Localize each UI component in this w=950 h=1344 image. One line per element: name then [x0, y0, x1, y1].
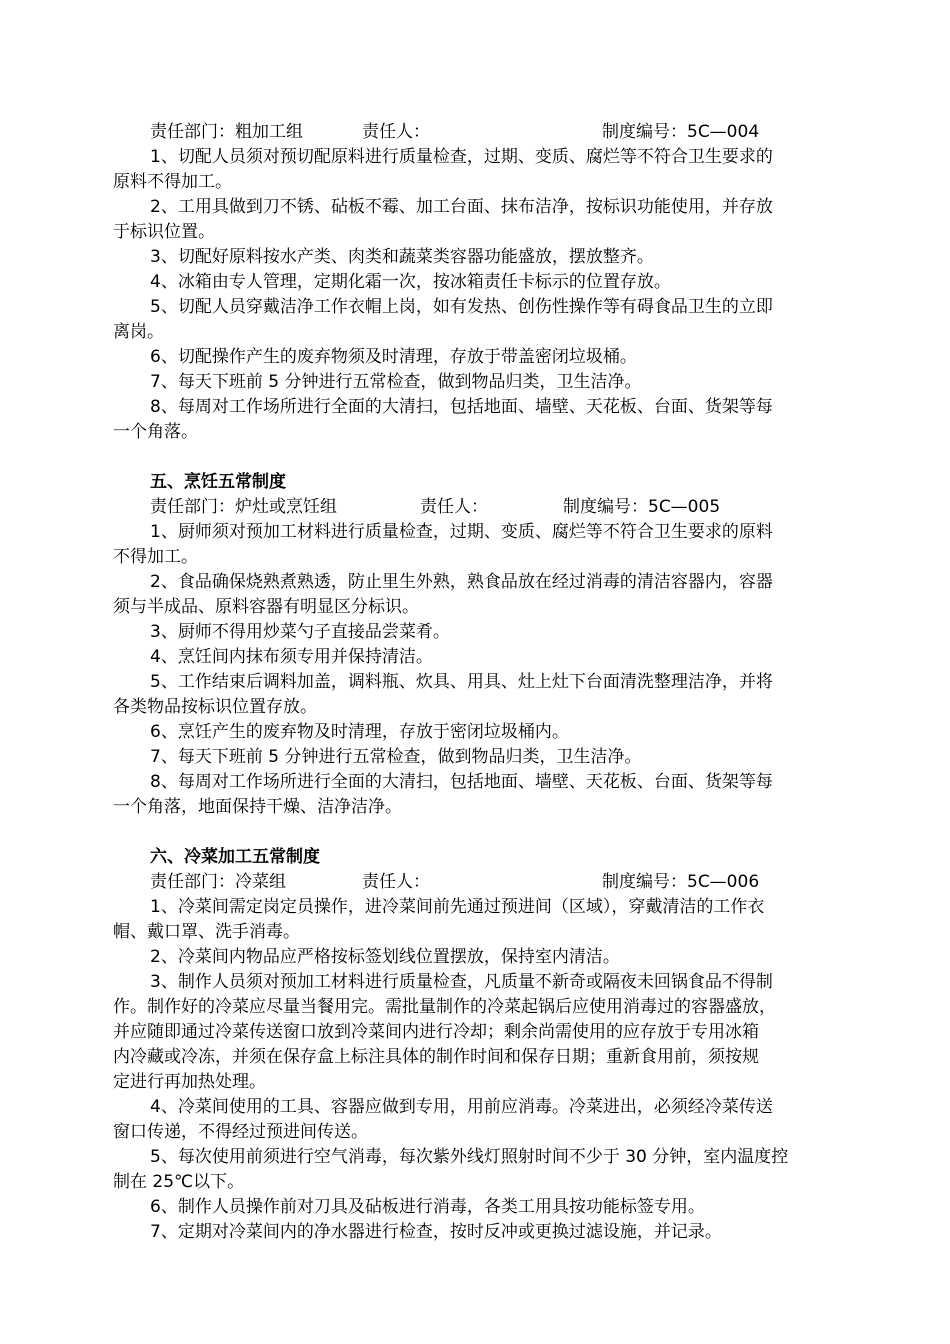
- section5-person: 责任人：: [420, 497, 488, 517]
- section6-dept: 责任部门：冷菜组: [150, 872, 286, 892]
- section5-item7: 7、每天下班前 5 分钟进行五常检查，做到物品归类，卫生洁净。: [150, 747, 642, 767]
- section4-item1-line1: 1、切配人员须对预切配原料进行质量检查，过期、变质、腐烂等不符合卫生要求的: [150, 147, 773, 167]
- section5-dept: 责任部门：炉灶或烹饪组: [150, 497, 337, 517]
- section5-item2-line2: 须与半成品、原料容器有明显区分标识。: [113, 597, 419, 617]
- section4-item3: 3、切配好原料按水产类、肉类和蔬菜类容器功能盛放，摆放整齐。: [150, 247, 654, 267]
- section6-title: 六、冷菜加工五常制度: [150, 847, 320, 867]
- section4-item6: 6、切配操作产生的废弃物须及时清理，存放于带盖密闭垃圾桶。: [150, 347, 637, 367]
- section6-item3-line1: 3、制作人员须对预加工材料进行质量检查，凡质量不新奇或隔夜未回锅食品不得制: [150, 972, 773, 992]
- section5-item4: 4、烹饪间内抹布须专用并保持清洁。: [150, 647, 433, 667]
- section5-item8-line2: 一个角落，地面保持干燥、洁净洁净。: [113, 797, 402, 817]
- section5-item8-line1: 8、每周对工作场所进行全面的大清扫，包括地面、墙壁、天花板、台面、货架等每: [150, 772, 773, 792]
- section6-item3-line5: 定进行再加热处理。: [113, 1072, 266, 1092]
- section5-title: 五、烹饪五常制度: [150, 472, 286, 492]
- section5-item3: 3、厨师不得用炒菜勺子直接品尝菜肴。: [150, 622, 450, 642]
- section4-code: 制度编号：5C—004: [602, 122, 760, 142]
- section5-item5-line2: 各类物品按标识位置存放。: [113, 697, 317, 717]
- section5-item1-line2: 不得加工。: [113, 547, 198, 567]
- section4-item7: 7、每天下班前 5 分钟进行五常检查，做到物品归类，卫生洁净。: [150, 372, 642, 392]
- section5-item5-line1: 5、工作结束后调料加盖，调料瓶、炊具、用具、灶上灶下台面清洗整理洁净，并将: [150, 672, 773, 692]
- section6-item2: 2、冷菜间内物品应严格按标签划线位置摆放，保持室内清洁。: [150, 947, 620, 967]
- section6-person: 责任人：: [362, 872, 430, 892]
- section6-item3-line2: 作。制作好的冷菜应尽量当餐用完。需批量制作的冷菜起锅后应使用消毒过的容器盛放，: [113, 997, 776, 1017]
- section4-person: 责任人：: [362, 122, 430, 142]
- section4-item8-line2: 一个角落。: [113, 422, 198, 442]
- section5-item1-line1: 1、厨师须对预加工材料进行质量检查，过期、变质、腐烂等不符合卫生要求的原料: [150, 522, 773, 542]
- section5-item6: 6、烹饪产生的废弃物及时清理，存放于密闭垃圾桶内。: [150, 722, 569, 742]
- section4-dept: 责任部门：粗加工组: [150, 122, 303, 142]
- section6-item4-line2: 窗口传递，不得经过预进间传送。: [113, 1122, 368, 1142]
- section6-item1-line2: 帽、戴口罩、洗手消毒。: [113, 922, 300, 942]
- section5-item2-line1: 2、食品确保烧熟煮熟透，防止里生外熟，熟食品放在经过消毒的清洁容器内，容器: [150, 572, 773, 592]
- section4-item2-line1: 2、工用具做到刀不锈、砧板不霉、加工台面、抹布洁净，按标识功能使用，并存放: [150, 197, 773, 217]
- section6-item7: 7、定期对冷菜间内的净水器进行检查，按时反冲或更换过滤设施，并记录。: [150, 1222, 722, 1242]
- section6-code: 制度编号：5C—006: [602, 872, 760, 892]
- section4-item1-line2: 原料不得加工。: [113, 172, 232, 192]
- section5-code: 制度编号：5C—005: [563, 497, 721, 517]
- section4-item5-line1: 5、切配人员穿戴洁净工作衣帽上岗，如有发热、创伤性操作等有碍食品卫生的立即: [150, 297, 773, 317]
- section6-item3-line4: 内冷藏或冷冻，并须在保存盒上标注具体的制作时间和保存日期；重新食用前，须按规: [113, 1047, 759, 1067]
- section4-item4: 4、冰箱由专人管理，定期化霜一次，按冰箱责任卡标示的位置存放。: [150, 272, 671, 292]
- section4-item2-line2: 于标识位置。: [113, 222, 215, 242]
- section6-item5-line1: 5、每次使用前须进行空气消毒，每次紫外线灯照射时间不少于 30 分钟，室内温度控: [150, 1147, 789, 1167]
- section6-item6: 6、制作人员操作前对刀具及砧板进行消毒，各类工用具按功能标签专用。: [150, 1197, 705, 1217]
- section4-item8-line1: 8、每周对工作场所进行全面的大清扫，包括地面、墙壁、天花板、台面、货架等每: [150, 397, 773, 417]
- section6-item4-line1: 4、冷菜间使用的工具、容器应做到专用，用前应消毒。冷菜进出，必须经冷菜传送: [150, 1097, 773, 1117]
- section4-item5-line2: 离岗。: [113, 322, 164, 342]
- section6-item3-line3: 并应随即通过冷菜传送窗口放到冷菜间内进行冷却；剩余尚需使用的应存放于专用冰箱: [113, 1022, 759, 1042]
- section6-item1-line1: 1、冷菜间需定岗定员操作，进冷菜间前先通过预进间（区域），穿戴清洁的工作衣: [150, 897, 765, 917]
- section6-item5-line2: 制在 25℃以下。: [113, 1172, 245, 1192]
